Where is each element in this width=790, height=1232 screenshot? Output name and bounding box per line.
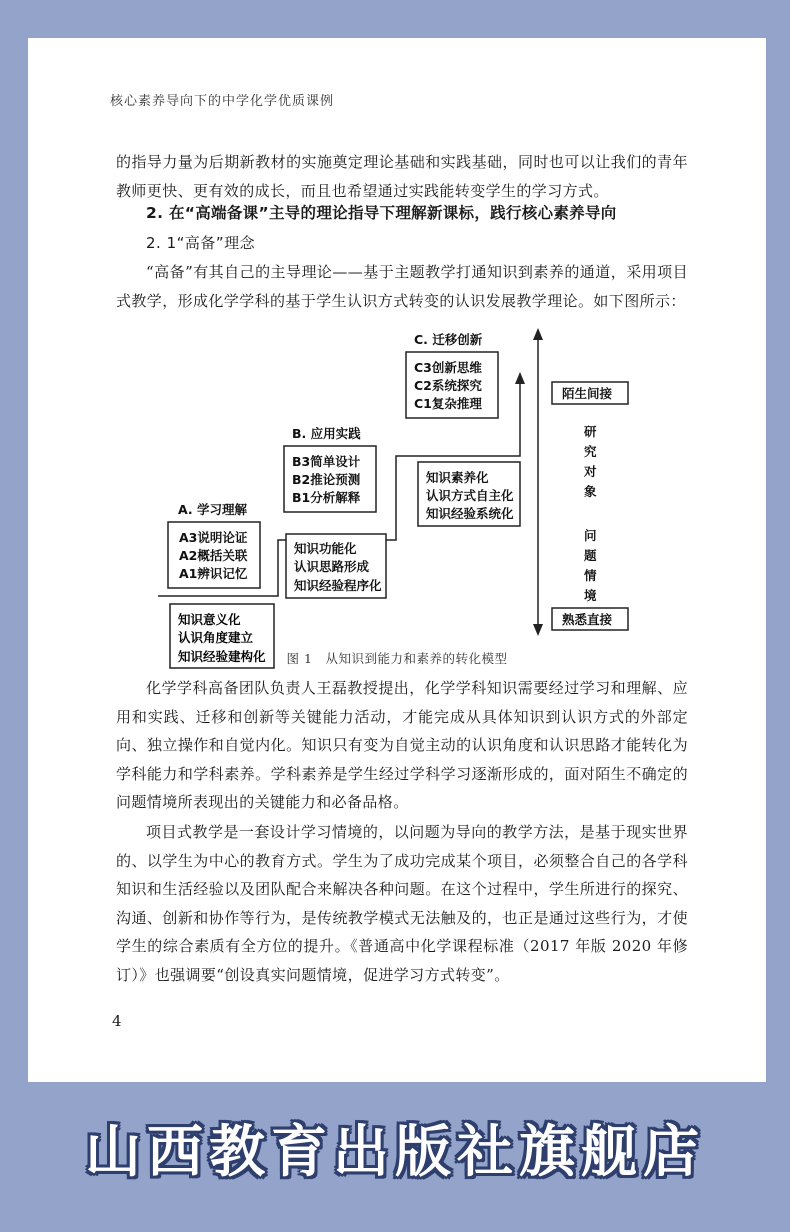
knowledge-1-item: 知识意义化 xyxy=(178,612,241,627)
paragraph-intro: 的指导力量为后期新教材的实施奠定理论基础和实践基础，同时也可以让我们的青年教师更快、更有效的成长，而且也希望通过实践能转变学生的学习方式。 xyxy=(116,153,688,200)
axis-label-char: 情 xyxy=(584,568,597,583)
level-a-item: A2概括关联 xyxy=(179,548,248,563)
knowledge-2-item: 认识思路形成 xyxy=(294,559,370,574)
page-number: 4 xyxy=(112,1012,122,1030)
level-b-item: B2推论预测 xyxy=(292,472,361,487)
level-b-item: B1分析解释 xyxy=(292,490,361,505)
running-head: 核心素养导向下的中学化学优质课例 xyxy=(110,94,335,109)
axis-label-char: 问 xyxy=(584,528,597,543)
figure-caption: 图 1 从知识到能力和素养的转化模型 xyxy=(286,651,508,666)
knowledge-1-item: 认识角度建立 xyxy=(178,630,254,645)
level-b-title: B. 应用实践 xyxy=(292,426,361,441)
axis-top-label: 陌生间接 xyxy=(562,386,613,401)
knowledge-2-item: 知识功能化 xyxy=(294,541,357,556)
subsection-heading: 2. 1“高备”理念 xyxy=(146,234,256,252)
axis-label-char: 题 xyxy=(584,548,597,563)
knowledge-3-item: 知识素养化 xyxy=(426,470,489,485)
transformation-model-figure xyxy=(148,322,648,644)
section-heading: 2. 在“高端备课”主导的理论指导下理解新课标，践行核心素养导向 xyxy=(146,204,617,222)
axis-label-char: 象 xyxy=(584,484,597,499)
knowledge-3-item: 知识经验系统化 xyxy=(426,506,514,521)
level-a-title: A. 学习理解 xyxy=(178,502,248,517)
store-banner: 山西教育出版社旗舰店 xyxy=(85,1120,705,1185)
level-c-title: C. 迁移创新 xyxy=(414,332,483,347)
level-c-item: C1复杂推理 xyxy=(414,396,482,411)
axis-label-char: 研 xyxy=(584,424,597,439)
level-a-item: A1辨识记忆 xyxy=(179,566,248,581)
axis-up-arrow-icon xyxy=(533,328,543,340)
paragraph-gaobei: “高备”有其自己的主导理论——基于主题教学打通知识到素养的通道，采用项目式教学，形成化学学科的基于学生认识方式转变的认识发展教学理论。如下图所示： xyxy=(116,263,688,310)
level-c-item: C3创新思维 xyxy=(414,360,482,375)
paragraph-wang: 化学学科高备团队负责人王磊教授提出，化学学科知识需要经过学习和理解、应用和实践、迁移和创新等关键能力活动，才能完成从具体知识到认识方式的外部定向、独立操作和自觉内化。知识只有变为自觉主动的认识角度和认识思路才能转化为学科能力和学科素养。学科素养是学生经过学科学习逐渐形成的，面对陌生不确定的问题情境所表现出的关键能力和必备品格。 xyxy=(116,679,688,811)
knowledge-1-item: 知识经验建构化 xyxy=(178,649,266,664)
axis-label-char: 究 xyxy=(584,444,597,459)
level-a-item: A3说明论证 xyxy=(179,530,248,545)
level-b-item: B3简单设计 xyxy=(292,454,361,469)
axis-bottom-label: 熟悉直接 xyxy=(562,612,613,627)
knowledge-3-item: 认识方式自主化 xyxy=(426,488,514,503)
axis-label-char: 境 xyxy=(584,588,597,603)
paragraph-project: 项目式教学是一套设计学习情境的，以问题为导向的教学方法，是基于现实世界的、以学生为中心的教育方式。学生为了成功完成某个项目，必须整合自己的各学科知识和生活经验以及团队配合来解决各种问题。在这个过程中，学生所进行的探究、沟通、创新和协作等行为，是传统教学模式无法触及的，也正是通过这些行为，才使学生的综合素质有全方位的提升。《普通高中化学课程标准（2017 年版 2020 年修订）》也强调要“创设真实问题情境，促进学习方式转变”。 xyxy=(116,823,688,984)
level-c-item: C2系统探究 xyxy=(414,378,482,393)
knowledge-2-item: 知识经验程序化 xyxy=(294,578,382,593)
book-page xyxy=(28,38,766,1082)
staircase-arrow-icon xyxy=(515,372,525,384)
axis-label-char: 对 xyxy=(584,464,597,479)
axis-down-arrow-icon xyxy=(533,624,543,636)
